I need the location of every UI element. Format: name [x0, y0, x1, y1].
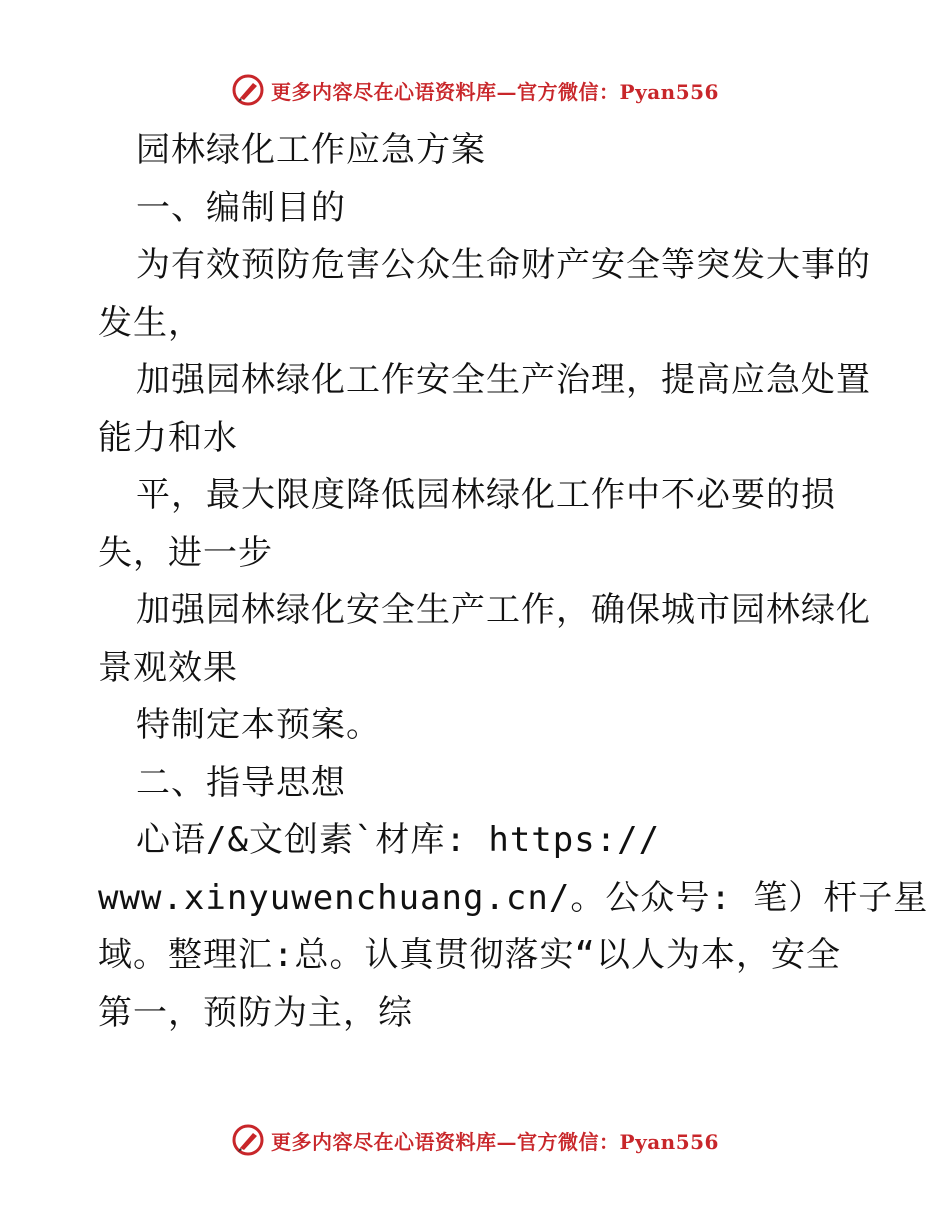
paragraph-line: 发生， [98, 302, 203, 343]
header-banner [0, 70, 950, 110]
section-heading: 一、编制目的 [136, 187, 346, 228]
paragraph-line: www.xinyuwenchuang.cn/。公众号: 笔）杆子星 [98, 877, 929, 918]
doc-title: 园林绿化工作应急方案 [136, 130, 486, 170]
banner-text: 更多内容尽在心语资料库—官方微信：Pyan556 [271, 1129, 719, 1154]
pen-circle-logo-icon [231, 73, 265, 107]
paragraph-line: 加强园林绿化安全生产工作，确保城市园林绿化 [136, 590, 871, 630]
paragraph-line: 特制定本预案。 [136, 705, 381, 745]
section-heading: 二、指导思想 [136, 762, 346, 803]
paragraph-line: 景观效果 [98, 647, 238, 688]
paragraph-line: 平，最大限度降低园林绿化工作中不必要的损 [136, 475, 836, 515]
paragraph-line: 能力和水 [98, 417, 238, 458]
footer-banner [0, 1120, 950, 1160]
pen-circle-logo-icon [231, 1123, 265, 1157]
document-body [98, 122, 929, 1042]
paragraph-line: 为有效预防危害公众生命财产安全等突发大事的 [136, 245, 871, 285]
paragraph-line: 心语/&文创素`材库: https:// [136, 820, 661, 860]
paragraph-line: 失，进一步 [98, 532, 273, 573]
paragraph-line: 第一，预防为主，综 [98, 992, 413, 1033]
banner-text: 更多内容尽在心语资料库—官方微信：Pyan556 [271, 79, 719, 104]
paragraph-line: 加强园林绿化工作安全生产治理，提高应急处置 [136, 360, 871, 400]
paragraph-line: 域。整理汇:总。认真贯彻落实“以人为本，安全 [98, 935, 841, 975]
